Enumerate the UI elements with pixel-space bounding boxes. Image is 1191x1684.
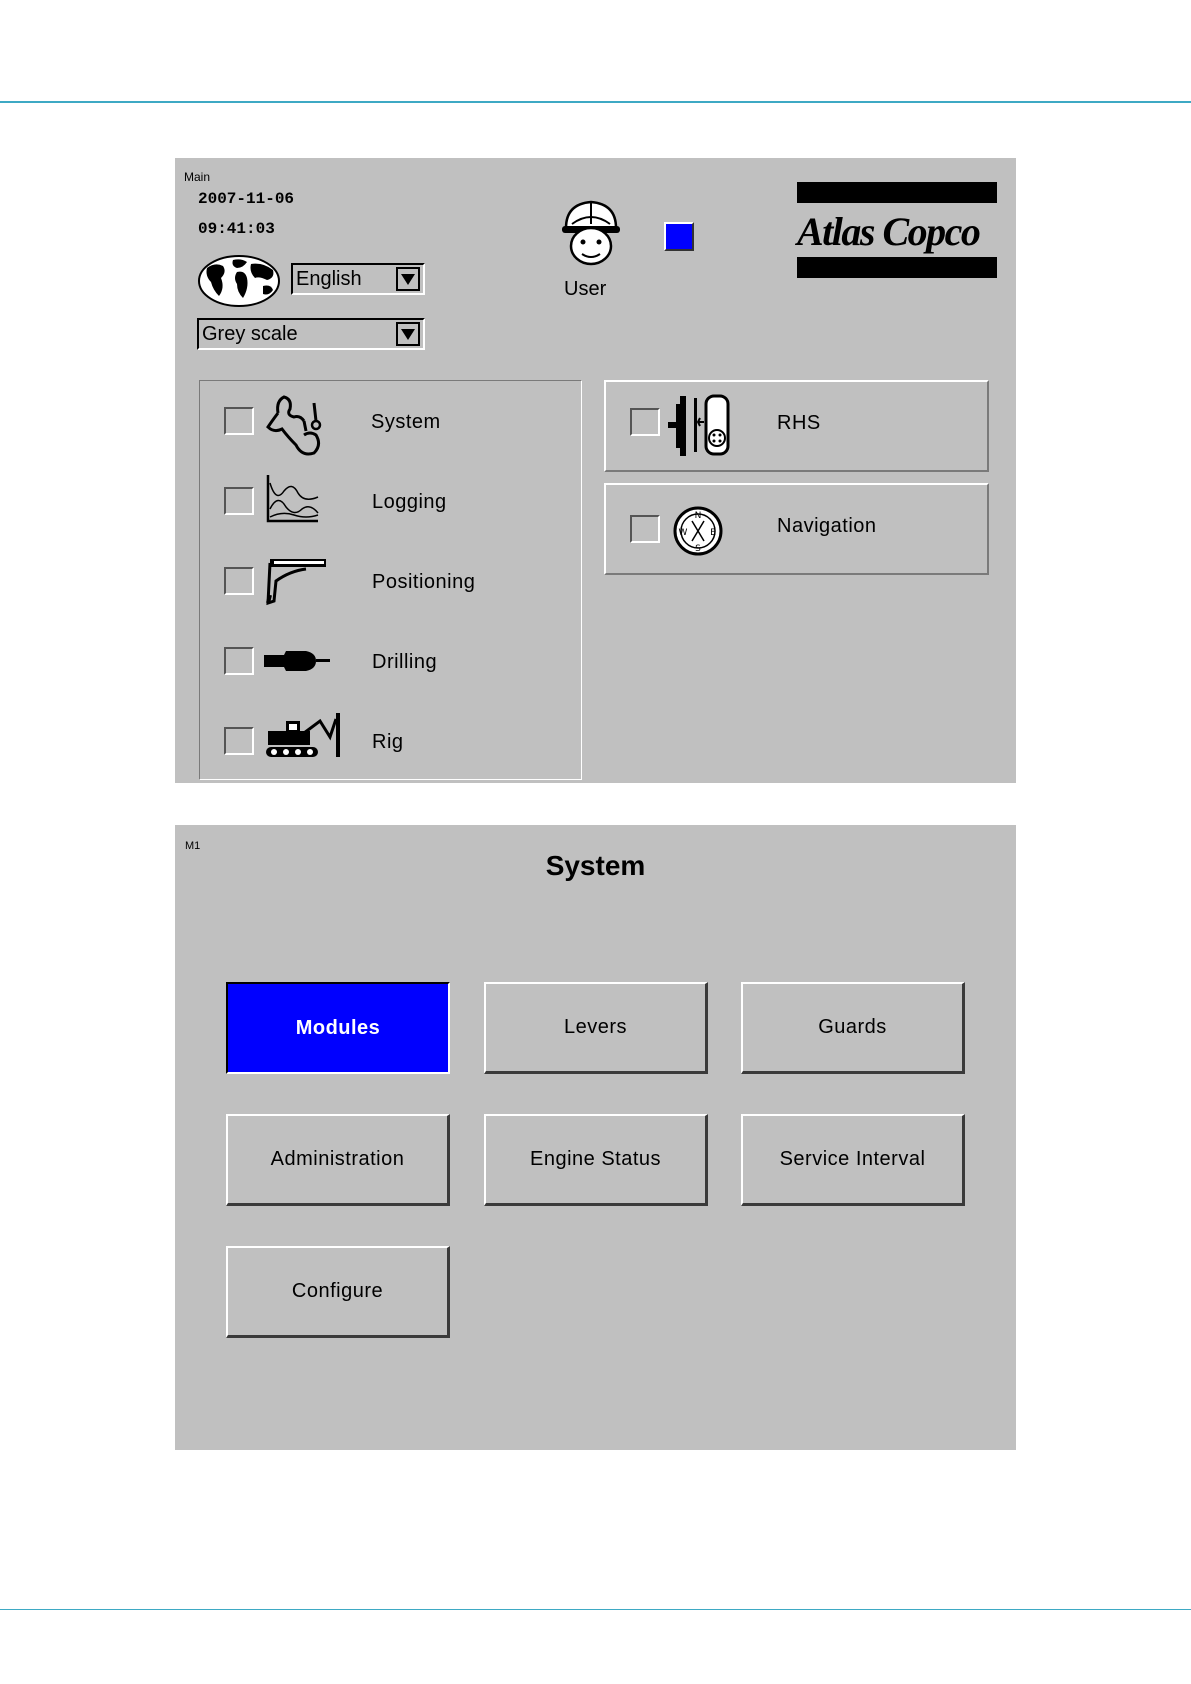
language-select[interactable]	[291, 263, 425, 295]
administration-button[interactable]: Administration	[226, 1114, 450, 1206]
rig-icon	[264, 711, 344, 759]
date-display: 2007-11-06	[198, 190, 295, 208]
language-value: English	[296, 267, 362, 290]
service-interval-button[interactable]: Service Interval	[741, 1114, 965, 1206]
svg-text:N: N	[694, 511, 702, 521]
drilling-label: Drilling	[372, 651, 438, 673]
page-title: System	[545, 850, 646, 881]
logging-icon	[264, 473, 320, 525]
positioning-icon	[264, 557, 328, 607]
navigation-checkbox[interactable]	[630, 515, 660, 543]
svg-text:E: E	[710, 528, 716, 538]
time-display: 09:41:03	[198, 220, 275, 238]
svg-text:W: W	[678, 528, 688, 538]
rig-checkbox[interactable]	[224, 727, 254, 755]
logging-label: Logging	[372, 491, 447, 513]
logging-checkbox[interactable]	[224, 487, 254, 515]
menu-item-rhs[interactable]	[604, 380, 989, 472]
drilling-icon	[264, 647, 330, 675]
compass-icon	[672, 505, 724, 557]
rhs-label: RHS	[777, 412, 821, 434]
header-rule	[0, 101, 1191, 103]
engine-status-button[interactable]: Engine Status	[484, 1114, 708, 1206]
guards-button[interactable]: Guards	[741, 982, 965, 1074]
main-menu-panel	[199, 380, 582, 780]
positioning-label: Positioning	[372, 571, 476, 593]
footer-rule	[0, 1609, 1191, 1610]
globe-icon[interactable]	[197, 254, 281, 308]
main-screen	[175, 158, 1016, 783]
levers-button[interactable]: Levers	[484, 982, 708, 1074]
rig-label: Rig	[372, 731, 404, 753]
drilling-checkbox[interactable]	[224, 647, 254, 675]
configure-button[interactable]: Configure	[226, 1246, 450, 1338]
positioning-checkbox[interactable]	[224, 567, 254, 595]
system-label: System	[371, 411, 441, 433]
status-indicator	[664, 222, 694, 251]
menu-item-navigation[interactable]	[604, 483, 989, 575]
user-icon[interactable]	[558, 198, 624, 266]
chevron-down-icon[interactable]	[396, 267, 420, 291]
color-scheme-select[interactable]	[197, 318, 425, 350]
modules-button[interactable]: Modules	[226, 982, 450, 1074]
chevron-down-icon[interactable]	[396, 322, 420, 346]
navigation-label: Navigation	[777, 515, 877, 537]
user-label: User	[564, 278, 607, 300]
system-checkbox[interactable]	[224, 407, 254, 435]
atlas-copco-logo: Atlas Copco	[797, 182, 997, 278]
screen-label: Main	[184, 170, 211, 184]
rhs-icon	[668, 392, 734, 458]
svg-text:S: S	[695, 544, 701, 554]
system-screen	[175, 825, 1016, 1450]
color-scheme-value: Grey scale	[202, 322, 298, 345]
screen-label: M1	[185, 840, 201, 852]
rhs-checkbox[interactable]	[630, 408, 660, 436]
system-icon	[264, 391, 332, 457]
